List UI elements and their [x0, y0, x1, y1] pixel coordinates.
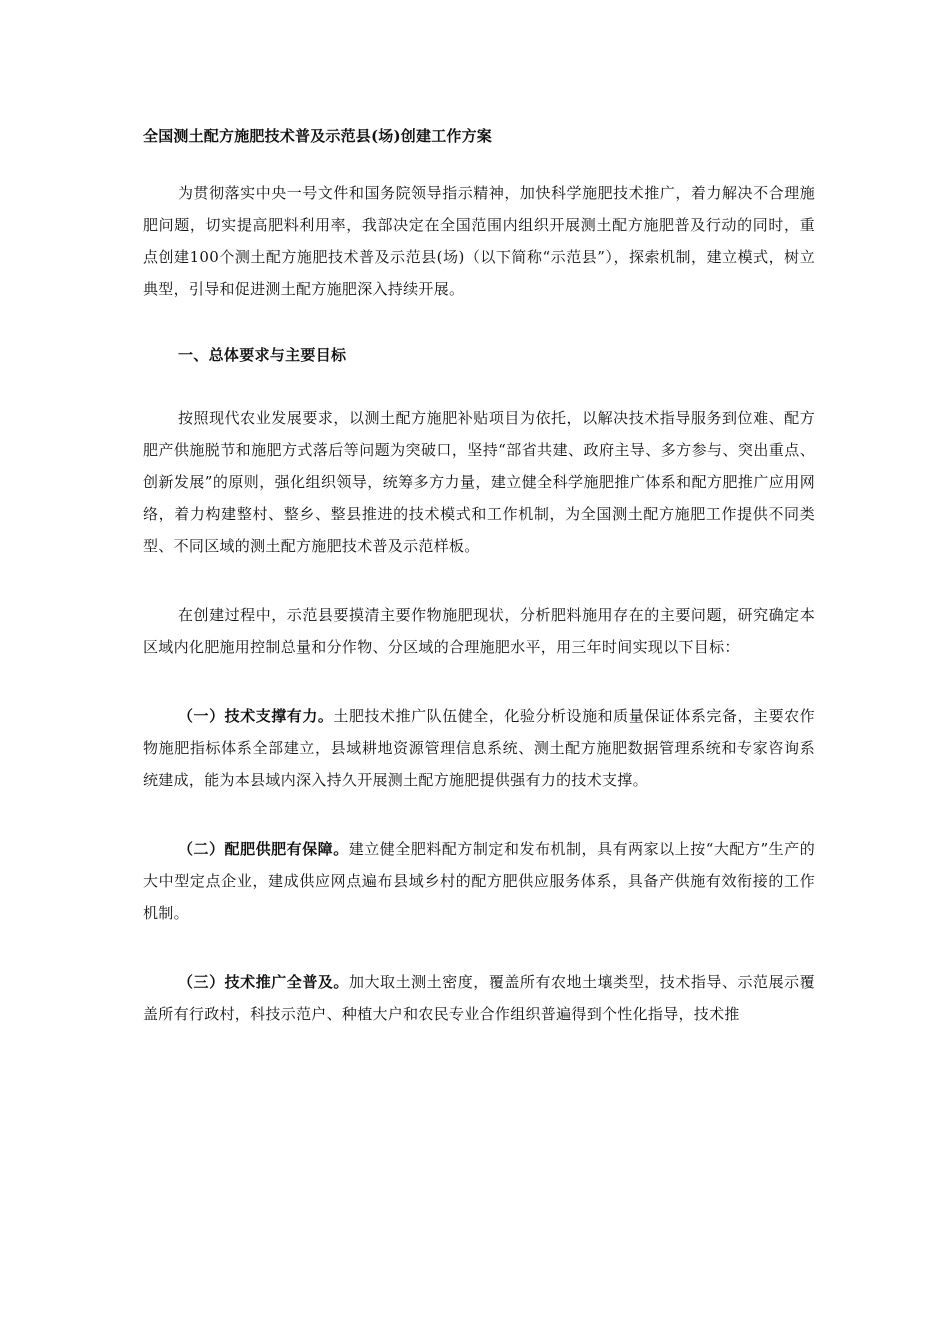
spacer	[143, 368, 815, 402]
goal-paragraph-3	[143, 966, 815, 1030]
requirements-paragraph: 按照现代农业发展要求，以测土配方施肥补贴项目为依托，以解决技术指导服务到位难、配方肥产供施脱节和施肥方式落后等问题为突破口，坚持“部省共建、政府主导、多方参与、突出重点、创新发展”的原则，强化组织领导，统筹多方力量，建立健全科学施肥推广体系和配方肥推广应用网络，着力构建整村、整乡、整县推进的技术模式和工作机制，为全国测土配方施肥工作提供不同类型、不同区域的测土配方施肥技术普及示范样板。	[143, 409, 815, 555]
spacer	[143, 562, 815, 599]
spacer	[143, 305, 815, 342]
section-heading: 一、总体要求与主要目标	[178, 346, 347, 364]
document-body	[143, 124, 815, 1030]
spacer	[143, 929, 815, 966]
goal-paragraph-2	[143, 833, 815, 929]
spacer	[143, 148, 815, 177]
spacer	[143, 796, 815, 833]
goal-lead-1: （一）技术支撑有力。	[178, 707, 334, 725]
spacer	[143, 663, 815, 700]
goal-text-3: 加大取土测土密度，覆盖所有农地土壤类型，技术指导、示范展示覆盖所有行政村，科技示范户、种植大户和农民专业合作组织普遍得到个性化指导，技术推	[143, 973, 815, 1023]
intro-paragraph: 为贯彻落实中央一号文件和国务院领导指示精神，加快科学施肥技术推广，着力解决不合理施肥问题，切实提高肥料利用率，我部决定在全国范围内组织开展测土配方施肥普及行动的同时，重点创建100个测土配方施肥技术普及示范县(场)（以下简称“示范县”），探索机制，建立模式，树立典型，引导和促进测土配方施肥深入持续开展。	[143, 184, 815, 298]
goal-paragraph-1	[143, 700, 815, 796]
goal-lead-3: （三）技术推广全普及。	[178, 973, 349, 991]
goal-lead-2: （二）配肥供肥有保障。	[178, 840, 349, 858]
goal-text-1: 土肥技术推广队伍健全，化验分析设施和质量保证体系完备，主要农作物施肥指标体系全部建立，县域耕地资源管理信息系统、测土配方施肥数据管理系统和专家咨询系统建成，能为本县域内深入持久开展测土配方施肥提供强有力的技术支撑。	[143, 707, 815, 789]
document-title: 全国测土配方施肥技术普及示范县(场)创建工作方案	[143, 127, 492, 145]
goal-text-2: 建立健全肥料配方制定和发布机制，具有两家以上按“大配方”生产的大中型定点企业，建成供应网点遍布县域乡村的配方肥供应服务体系，具备产供施有效衔接的工作机制。	[143, 840, 815, 922]
goals-intro-paragraph: 在创建过程中，示范县要摸清主要作物施肥现状，分析肥料施用存在的主要问题，研究确定本区域内化肥施用控制总量和分作物、分区域的合理施肥水平，用三年时间实现以下目标：	[143, 606, 815, 656]
